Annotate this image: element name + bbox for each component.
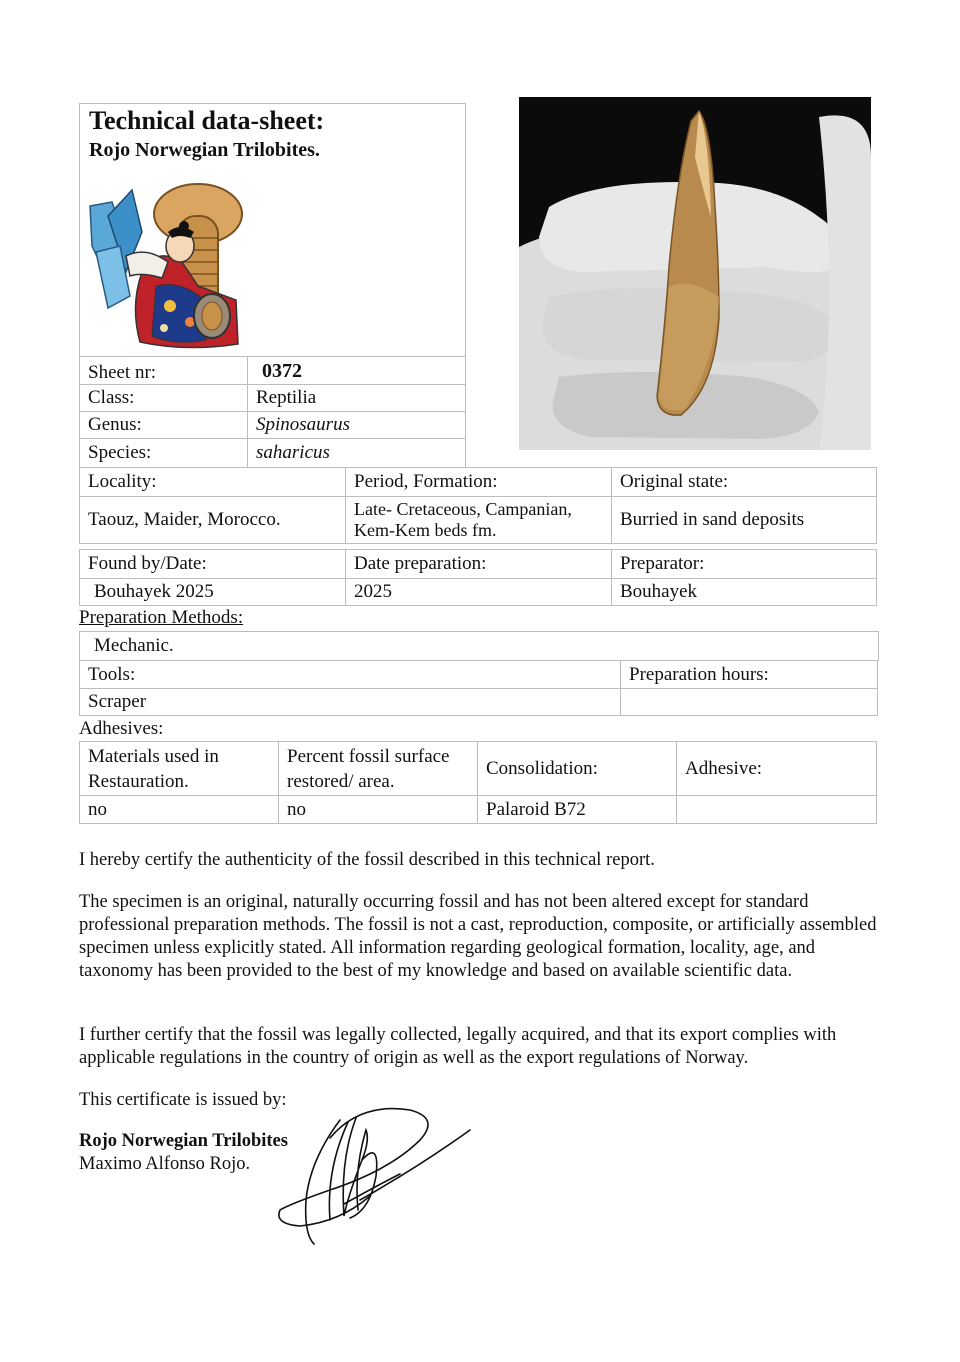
signature-icon: [270, 1100, 480, 1250]
period-value-line2: Kem-Kem beds fm.: [354, 520, 497, 540]
preparation-method-value: Mechanic.: [79, 631, 879, 661]
adhesives-heading: Adhesives:: [79, 718, 164, 739]
class-label: Class:: [79, 384, 249, 412]
preparator-value: Bouhayek: [611, 578, 877, 606]
preparation-hours-label: Preparation hours:: [620, 660, 878, 689]
original-state-value: Burried in sand deposits: [611, 496, 877, 544]
class-value: Reptilia: [247, 384, 466, 412]
genus-value: Spinosaurus: [247, 411, 466, 439]
preparation-methods-heading: Preparation Methods:: [79, 607, 244, 628]
preparator-label: Preparator:: [611, 549, 877, 579]
percent-restored-header-line2: restored/ area.: [287, 771, 395, 792]
sheet-nr-value: 0372: [247, 356, 466, 385]
spinosaurus-tooth-photo: [519, 97, 871, 450]
preparation-hours-value: [620, 688, 878, 716]
consolidation-header: Consolidation:: [477, 741, 678, 797]
species-value: saharicus: [247, 438, 466, 468]
certificate-paragraph-4: This certificate is issued by:: [79, 1090, 287, 1110]
issuer-company: Rojo Norwegian Trilobites: [79, 1131, 288, 1151]
date-preparation-value: 2025: [345, 578, 612, 606]
certificate-paragraph-1: I hereby certify the authenticity of the fossil described in this technical report.: [79, 850, 655, 870]
original-state-label: Original state:: [611, 467, 877, 497]
certificate-paragraph-3: I further certify that the fossil was legally collected, legally acquired, and that its export complies with applicable regulations in the country of origin as well as the export regulations of Norway.: [79, 1025, 837, 1068]
materials-header-line2: Restauration.: [88, 771, 189, 792]
species-label: Species:: [79, 438, 249, 468]
certificate-paragraph-2: The specimen is an original, naturally occurring fossil and has not been altered except for standard professional preparation methods. The fossil is not a cast, reproduction, composite, or artificially assembled specimen unless explicitly stated. All information regarding geological formation, locality, age, and taxonomy has been provided to the best of my knowledge and based on available scientific data.: [79, 892, 877, 981]
tools-label: Tools:: [79, 660, 622, 689]
found-by-value: Bouhayek 2025: [79, 578, 346, 606]
page-title: Technical data-sheet:: [89, 106, 325, 135]
locality-value: Taouz, Maider, Morocco.: [79, 496, 346, 544]
period-label: Period, Formation:: [345, 467, 612, 497]
materials-value: no: [79, 795, 280, 824]
locality-label: Locality:: [79, 467, 346, 497]
trilobite-samurai-logo-icon: [86, 176, 246, 352]
sheet-nr-label: Sheet nr:: [79, 356, 249, 385]
percent-restored-header: [278, 741, 479, 797]
date-preparation-label: Date preparation:: [345, 549, 612, 579]
period-value: [345, 496, 612, 544]
issuer-person: Maximo Alfonso Rojo.: [79, 1154, 251, 1174]
adhesive-value: [676, 795, 877, 824]
found-by-label: Found by/Date:: [79, 549, 346, 579]
percent-restored-value: no: [278, 795, 479, 824]
percent-restored-header-line1: Percent fossil surface: [287, 746, 450, 767]
company-subtitle: Rojo Norwegian Trilobites.: [89, 139, 320, 161]
consolidation-value: Palaroid B72: [477, 795, 678, 824]
materials-header-line1: Materials used in: [88, 746, 219, 767]
period-value-line1: Late- Cretaceous, Campanian,: [354, 499, 572, 519]
tools-value: Scraper: [79, 688, 622, 716]
adhesive-header: Adhesive:: [676, 741, 877, 797]
genus-label: Genus:: [79, 411, 249, 439]
materials-header: [79, 741, 280, 797]
